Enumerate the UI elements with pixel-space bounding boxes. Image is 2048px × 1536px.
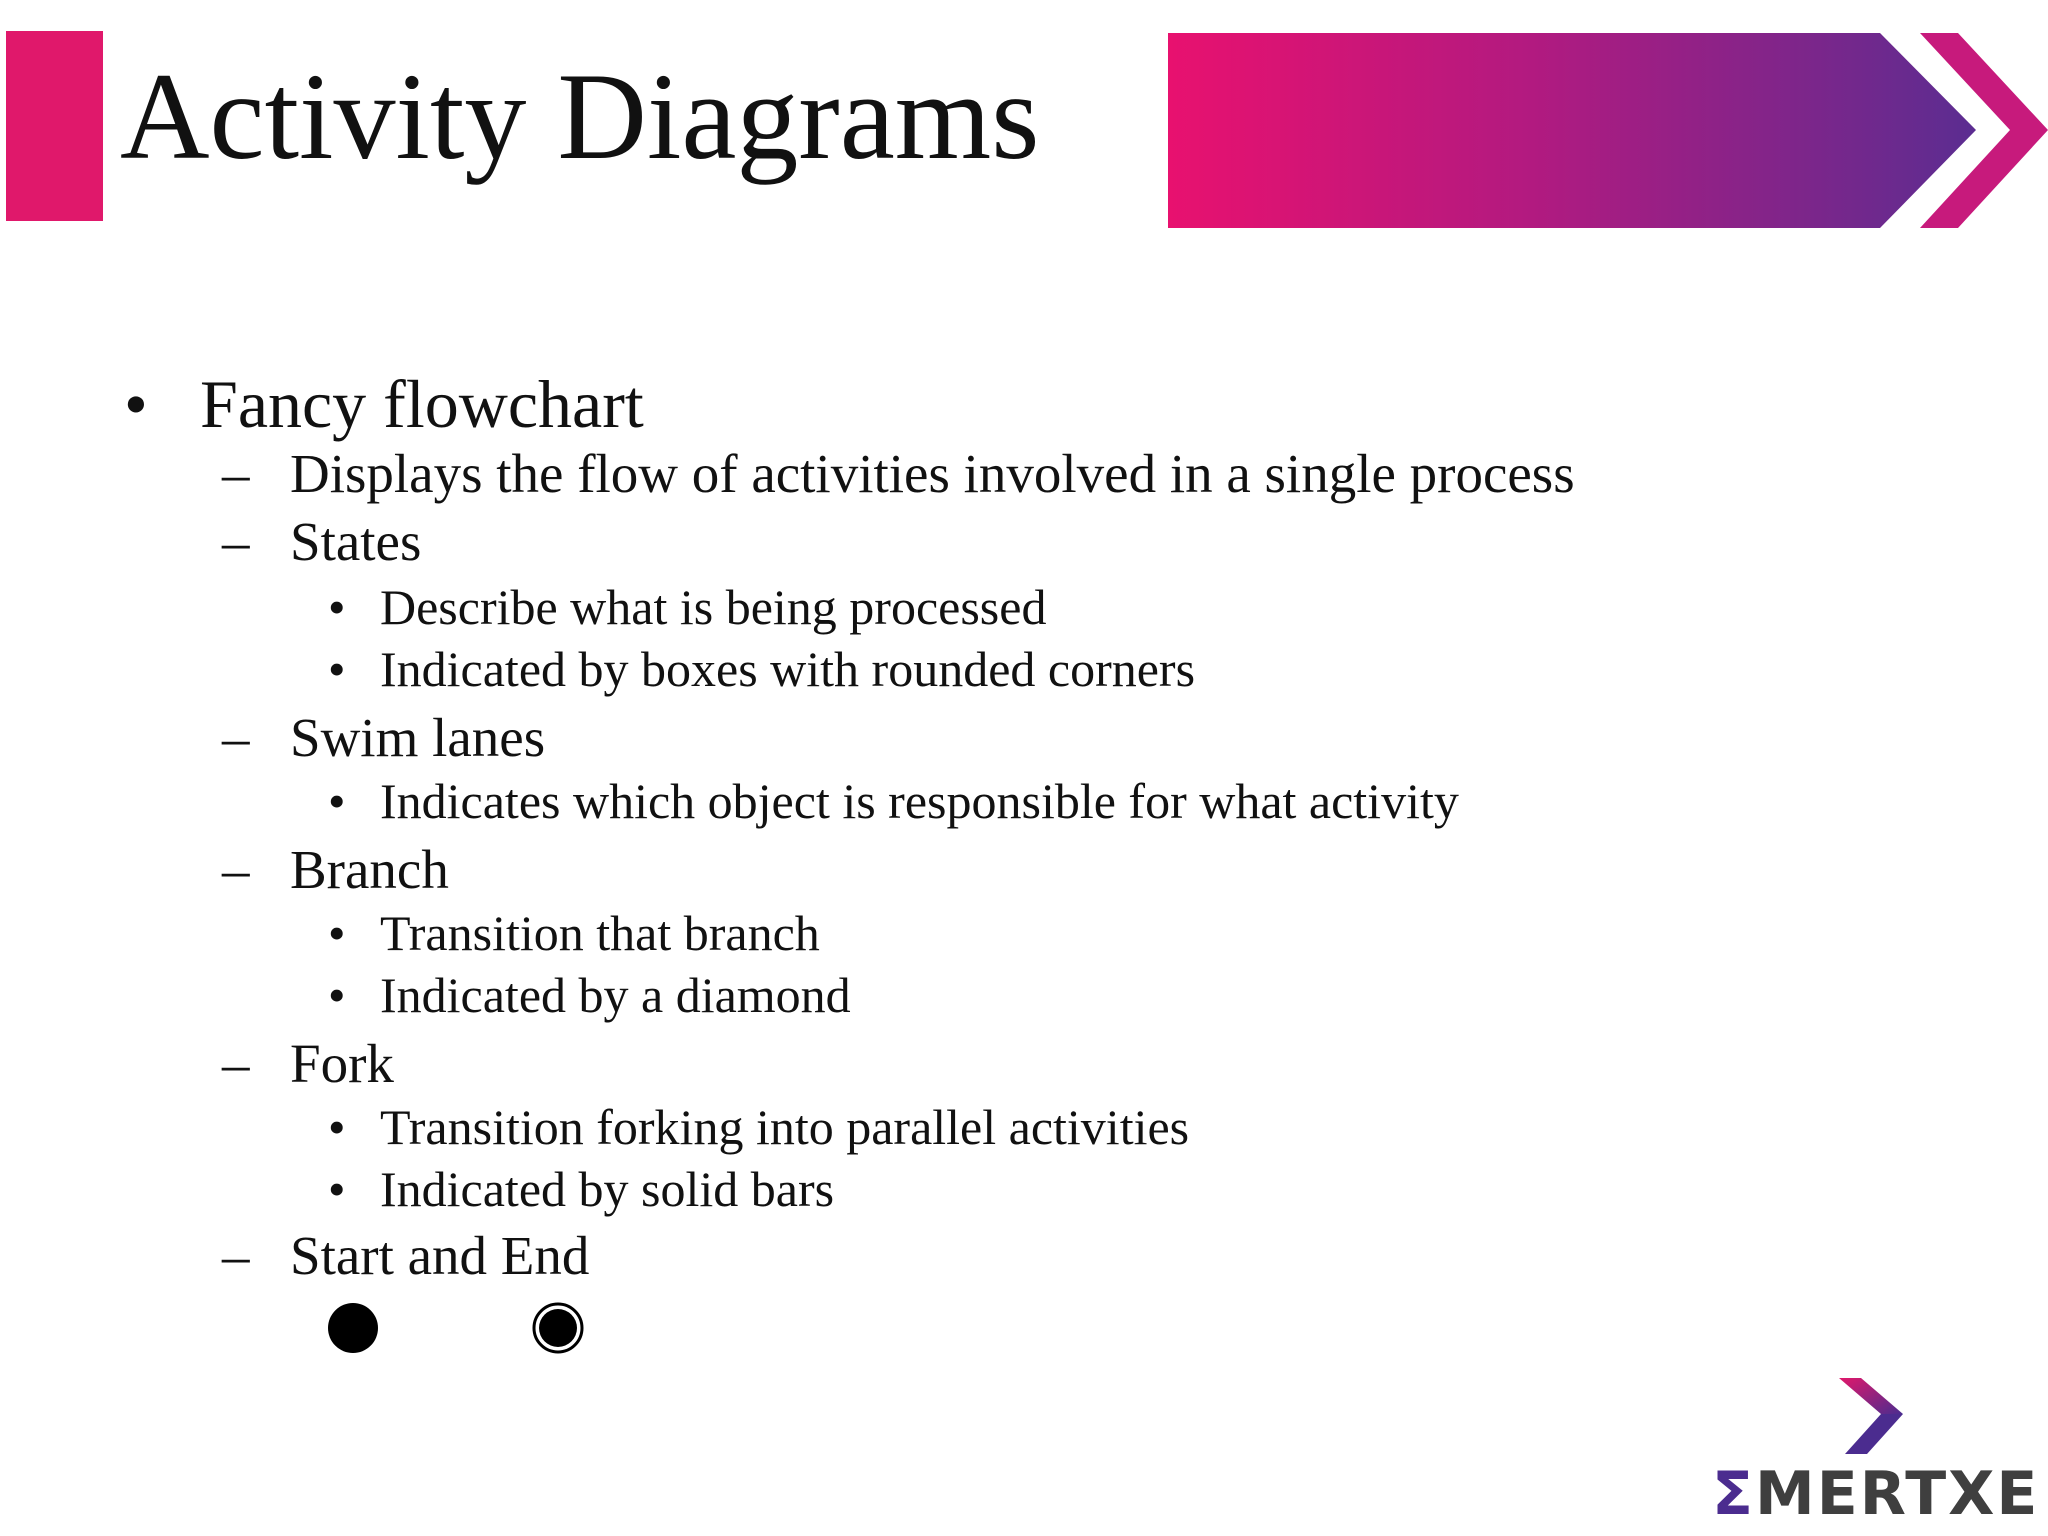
logo-text: MERTXE	[1755, 1459, 2040, 1529]
start-node-icon	[328, 1303, 378, 1353]
bullet-text: Swim lanes	[290, 707, 546, 768]
bullet-marker: •	[328, 967, 346, 1023]
bullet-marker: •	[328, 905, 346, 961]
bullet-marker: –	[222, 511, 250, 572]
end-node-icon	[532, 1302, 584, 1354]
bullet-text: Branch	[290, 839, 449, 900]
bullet-marker: •	[328, 1099, 346, 1155]
bullet-marker: •	[328, 579, 346, 635]
title-accent-bar	[6, 31, 103, 221]
bullet-text: Describe what is being processed	[380, 579, 1047, 635]
bullet-marker: •	[328, 773, 346, 829]
bullet-marker: –	[222, 1033, 250, 1094]
bullet-marker: –	[222, 443, 250, 504]
bullet-marker: –	[222, 707, 250, 768]
header-banner-arrow-icon	[1168, 33, 2048, 228]
bullet-text: Fork	[290, 1033, 394, 1094]
bullet-text: Transition forking into parallel activities	[380, 1099, 1190, 1155]
bullet-text: Start and End	[290, 1225, 590, 1286]
bullet-marker: •	[328, 641, 346, 697]
logo-wordmark	[1712, 1459, 2040, 1529]
bullet-text: States	[290, 511, 422, 572]
bullet-marker: –	[222, 839, 250, 900]
bullet-text: Indicates which object is responsible for what activity	[380, 773, 1459, 829]
bullet-marker: •	[328, 1161, 346, 1217]
bullet-text: Indicated by solid bars	[380, 1161, 835, 1217]
logo-sigma: Σ	[1712, 1459, 1755, 1529]
bullet-marker: •	[124, 366, 148, 442]
bullet-text: Indicated by boxes with rounded corners	[380, 641, 1196, 697]
bullet-text: Displays the flow of activities involved in a single process	[290, 443, 1575, 504]
logo-chevron-icon	[1837, 1376, 1907, 1456]
bullet-text: Transition that branch	[380, 905, 820, 961]
bullet-marker: –	[222, 1225, 250, 1286]
bullet-text: Indicated by a diamond	[380, 967, 851, 1023]
emertxe-logo	[1712, 1372, 2040, 1529]
bullet-text: Fancy flowchart	[200, 366, 644, 442]
slide-title: Activity Diagrams	[120, 48, 1040, 185]
